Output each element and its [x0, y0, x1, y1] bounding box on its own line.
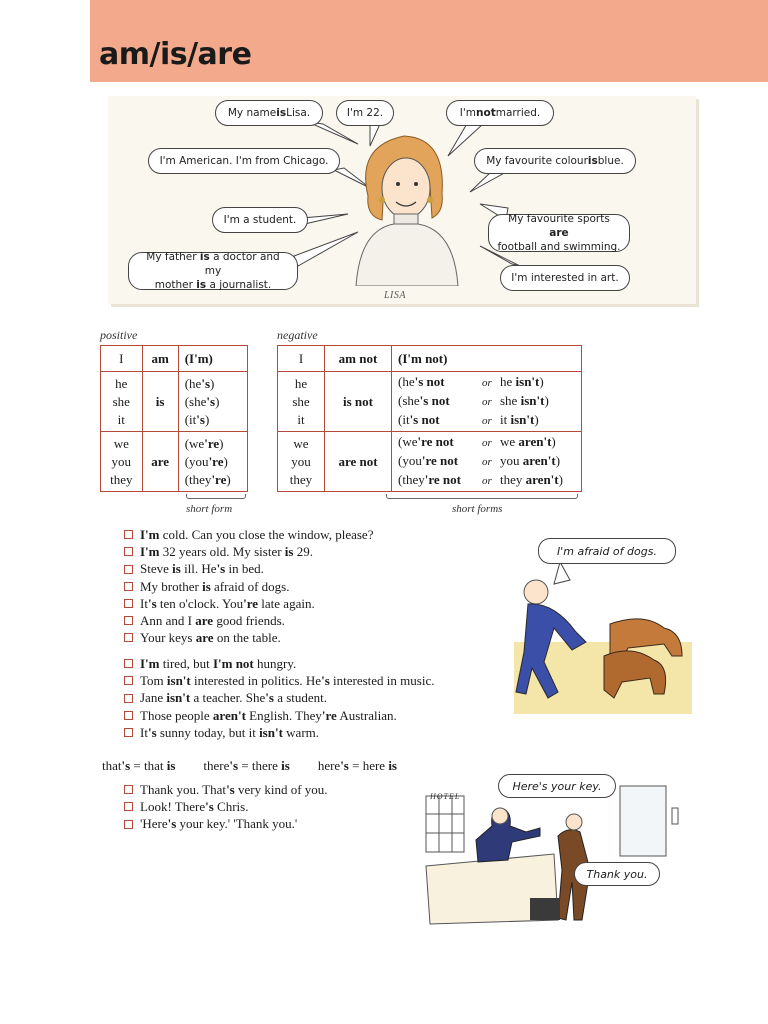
checkbox-icon[interactable] [124, 659, 133, 668]
sentence-text [140, 629, 281, 646]
dog-speech-bubble: I'm afraid of dogs. [538, 538, 676, 564]
text-run: cold. Can you close the window, please? [159, 527, 374, 542]
bold-verb: I'm [140, 527, 160, 542]
text-run: warm. [282, 724, 320, 740]
example-sentence [124, 578, 373, 595]
pronoun-cell: I [101, 346, 143, 372]
contraction-equation [318, 758, 397, 774]
bubble-colour: My favourite colour is blue. [474, 148, 636, 174]
text-run: Look! There [140, 799, 206, 815]
text-run: Jane [140, 690, 167, 706]
bold-verb: 's [321, 673, 330, 689]
text-run: = that [130, 758, 167, 773]
lisa-figure [346, 126, 466, 286]
bold-verb: 's [340, 758, 349, 773]
checkbox-icon[interactable] [124, 676, 133, 685]
checkbox-icon[interactable] [124, 711, 133, 720]
text-run: Those people [140, 707, 213, 723]
text-run: interested in music. [329, 673, 435, 689]
pronoun-cell: I [278, 346, 325, 372]
bold-verb: isn't [166, 690, 191, 706]
pronoun-cell: we you they [278, 432, 325, 492]
negative-label: negative [277, 328, 318, 342]
short-form-label: short form [186, 503, 233, 515]
bold-verb: is [172, 561, 181, 577]
example-sentence [124, 560, 373, 577]
text-run: Australian. [336, 707, 397, 723]
short-form-cell: (I'm) [178, 346, 247, 372]
bold-verb: is [281, 758, 290, 773]
bubble-married: I'm not married. [446, 100, 554, 126]
text-run: 29. [293, 544, 313, 560]
dog-illustration [514, 532, 692, 714]
text-run: a student. [273, 690, 328, 706]
contraction-equation [102, 758, 175, 774]
bold-verb: 's [147, 724, 157, 740]
bold-verb: isn't [166, 673, 191, 689]
short-form-cell: (we're not or we aren't) (you're not or you aren't) (they're not or they aren't) [392, 432, 582, 492]
sentence-text [140, 672, 434, 689]
checkbox-icon[interactable] [124, 785, 133, 794]
bubble-name: My name is Lisa. [215, 100, 323, 126]
text-run: English. They [245, 707, 322, 723]
verb-cell: is [142, 372, 178, 432]
negative-examples-list [124, 655, 434, 741]
bold-verb: I'm [140, 544, 160, 560]
checkbox-icon[interactable] [124, 582, 133, 591]
bold-verb: 's [216, 561, 226, 577]
text-run: a teacher. She [190, 690, 266, 706]
bubble-father: My father is a doctor and my mother is a journalist. [128, 252, 298, 290]
short-forms-brace [386, 494, 578, 499]
text-run: sunny today, but it [156, 724, 260, 740]
text-run: on the table. [213, 630, 281, 646]
example-sentence [124, 689, 434, 706]
bold-verb: are [195, 613, 214, 629]
bubble-student: I'm a student. [212, 207, 308, 233]
negative-table [277, 345, 582, 492]
text-run: there [203, 758, 230, 773]
checkbox-icon[interactable] [124, 820, 133, 829]
text-run: good friends. [213, 613, 285, 629]
text-run: afraid of dogs. [210, 578, 290, 594]
lisa-illustration-panel [108, 96, 696, 304]
text-run: = there [238, 758, 282, 773]
text-run: Thank you. That [140, 782, 227, 797]
example-sentence [124, 543, 373, 560]
example-sentence [124, 629, 373, 646]
sentence-text [140, 526, 373, 543]
example-sentence [124, 781, 328, 798]
bold-verb: is [388, 758, 397, 773]
pronoun-cell: he she it [278, 372, 325, 432]
text-run: ten o'clock. You [156, 595, 244, 611]
bold-verb: is [166, 758, 176, 773]
text-run: tired, but [159, 656, 213, 671]
verb-cell: am not [325, 346, 392, 372]
bold-verb: 's [226, 782, 235, 797]
bold-verb: 's [167, 816, 177, 832]
example-sentence [124, 707, 434, 724]
checkbox-icon[interactable] [124, 599, 133, 608]
sentence-text [140, 595, 315, 612]
short-form-brace [186, 494, 246, 499]
example-sentence [124, 672, 434, 689]
checkbox-icon[interactable] [124, 802, 133, 811]
text-run: hungry. [253, 656, 297, 671]
text-run: 32 years old. My sister [159, 544, 285, 560]
verb-cell: are [142, 432, 178, 492]
short-form-cell: (I'm not) [392, 346, 582, 372]
short-form-cell: (he's) (she's) (it's) [178, 372, 247, 432]
checkbox-icon[interactable] [124, 633, 133, 642]
text-run: It [140, 595, 148, 611]
text-run: = here [348, 758, 389, 773]
checkbox-icon[interactable] [124, 694, 133, 703]
text-run: very kind of you. [234, 782, 328, 797]
text-run: that [102, 758, 122, 773]
example-sentence [124, 526, 373, 543]
sentence-text [140, 655, 296, 672]
example-sentence [124, 612, 373, 629]
short-form-cell: (he's not or he isn't) (she's not or she isn't) (it's not or it isn't) [392, 372, 582, 432]
bold-verb: is [202, 578, 211, 594]
bold-verb: 's [229, 758, 239, 773]
example-sentence [124, 724, 434, 741]
bold-verb: I'm not [212, 656, 254, 671]
pronoun-cell: we you they [101, 432, 143, 492]
positive-table [100, 345, 248, 492]
bold-verb: 's [265, 690, 274, 706]
bold-verb: aren't [212, 707, 246, 723]
checkbox-icon[interactable] [124, 616, 133, 625]
bold-verb: 're [321, 707, 337, 723]
short-forms-label: short forms [452, 503, 503, 515]
verb-cell: is not [325, 372, 392, 432]
text-run: in bed. [225, 561, 264, 577]
text-run: Your keys [140, 630, 196, 646]
checkbox-icon[interactable] [124, 565, 133, 574]
short-form-cell: (we're) (you're) (they're) [178, 432, 247, 492]
bold-verb: 's [121, 758, 131, 773]
bold-verb: I'm [140, 656, 160, 671]
hotel-sign: HOTEL [430, 792, 461, 801]
bold-verb: 're [243, 595, 259, 611]
example-sentence [124, 655, 434, 672]
text-run: ill. He [180, 561, 217, 577]
text-run: It [140, 724, 148, 740]
bold-verb: are [195, 630, 214, 646]
bold-verb: 's [205, 799, 214, 815]
sentence-text [140, 560, 264, 577]
text-run: Tom [140, 673, 167, 689]
sentence-text [140, 578, 289, 595]
bubble-age: I'm 22. [336, 100, 394, 126]
thats-examples-list [124, 781, 328, 833]
bold-verb: isn't [259, 724, 283, 740]
text-run: Ann and I [140, 613, 196, 629]
text-run: 'Here [140, 816, 168, 832]
checkbox-icon[interactable] [124, 547, 133, 556]
text-run: Chris. [213, 799, 249, 815]
text-run: your key.' 'Thank you.' [176, 816, 298, 832]
bubble-art: I'm interested in art. [500, 265, 630, 291]
verb-cell: am [142, 346, 178, 372]
sentence-text [140, 543, 313, 560]
example-sentence [124, 815, 328, 832]
sentence-text [140, 724, 319, 741]
bubble-sports: My favourite sports are football and swimming. [488, 214, 630, 252]
lisa-caption: LISA [384, 290, 406, 301]
page-title: am/is/are [99, 37, 252, 72]
thank-you-speech-bubble: Thank you. [574, 862, 660, 886]
checkbox-icon[interactable] [124, 728, 133, 737]
text-run: Steve [140, 561, 173, 577]
text-run: My brother [140, 578, 203, 594]
checkbox-icon[interactable] [124, 530, 133, 539]
example-sentence [124, 595, 373, 612]
sentence-text [140, 798, 248, 815]
bold-verb: 's [147, 595, 157, 611]
contraction-equation [203, 758, 289, 774]
text-run: interested in politics. He [190, 673, 322, 689]
key-speech-bubble: Here's your key. [498, 774, 616, 798]
pronoun-cell: he she it [101, 372, 143, 432]
hotel-illustration [416, 770, 688, 930]
sentence-text [140, 781, 328, 798]
positive-label: positive [100, 328, 138, 342]
sentence-text [140, 707, 397, 724]
sentence-text [140, 815, 297, 832]
text-run: here [317, 758, 341, 773]
example-sentence [124, 798, 328, 815]
bold-verb: is [284, 544, 294, 560]
sentence-text [140, 612, 285, 629]
verb-cell: are not [325, 432, 392, 492]
bubble-american: I'm American. I'm from Chicago. [148, 148, 340, 174]
sentence-text [140, 689, 327, 706]
contractions-line [102, 758, 397, 774]
positive-examples-list [124, 526, 373, 646]
text-run: late again. [258, 595, 315, 611]
